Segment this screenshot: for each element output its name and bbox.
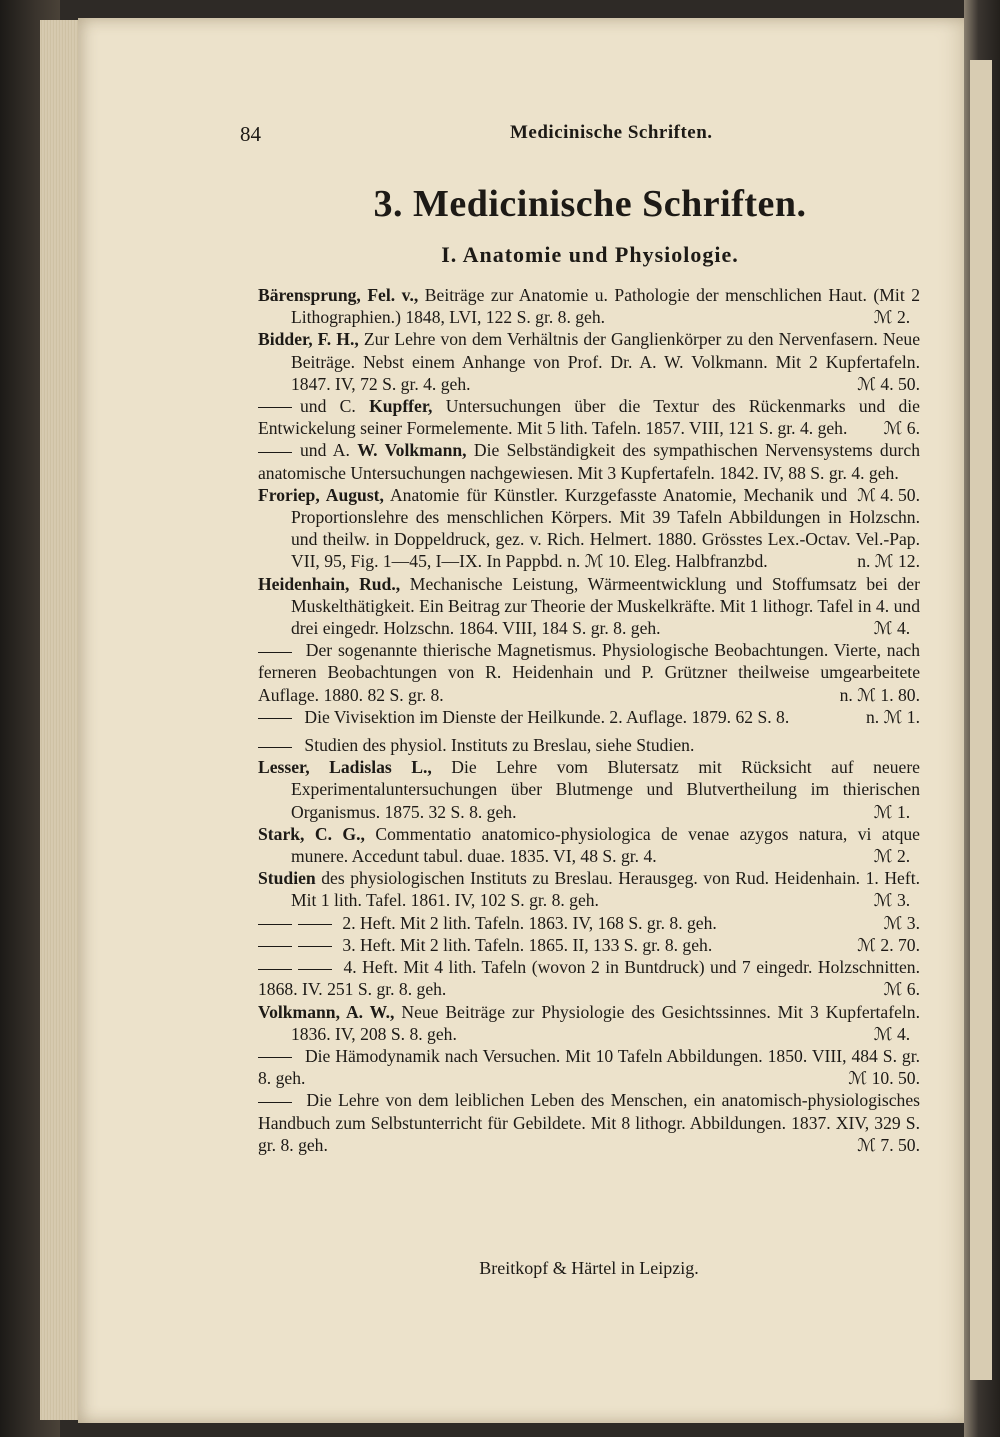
ditto-dash (258, 1102, 292, 1103)
entry-text: Neue Beiträge zur Physiologie des Gesichtssinnes. Mit 3 Kupfertafeln. 1836. IV, 208 S. 8. geh. (291, 1001, 920, 1044)
ditto-dash (258, 718, 292, 719)
entry-author: Studien (258, 868, 316, 889)
entry-text: 3. Heft. Mit 2 lith. Tafeln. 1865. II, 133 S. gr. 8. geh. (342, 934, 713, 955)
entry-price: ℳ 10. 50. (848, 1068, 920, 1089)
entry-price: ℳ 4. (873, 1023, 911, 1044)
entry-author: Heidenhain, Rud., (258, 573, 401, 594)
page-edges-left (40, 20, 80, 1420)
catalog-entry (258, 956, 920, 1000)
entry-author: Lesser, Ladislas L., (258, 757, 432, 778)
catalog-entry (258, 573, 920, 640)
catalog-entry (258, 1089, 920, 1156)
catalog-entry (258, 484, 920, 573)
section-title: 3. Medicinische Schriften. (373, 183, 807, 225)
entry-text: Mechanische Leistung, Wärmeentwicklung und Stoffumsatz bei der Muskelthätigkeit. Ein Beitrag zur Theorie der Muskelkräfte. Mit 1 lithogr. Tafel in 4. und drei eingedr. Holzschn. 1864. VIII, 184 S. gr. 8. geh. (291, 573, 920, 639)
publisher-footer: Breitkopf & Härtel in Leipzig. (479, 1258, 699, 1278)
catalog-entry (258, 912, 920, 934)
entry-text: Anatomie für Künstler. Kurzgefasste Anatomie, Mechanik und Proportionslehre des menschlichen Körpers. Mit 39 Tafeln Abbildungen in Holzschn. und theilw. in Doppeldruck, gez. v. Rich. Helmert. 1880. Grösstes Lex.-Octav. Vel.-Pap. VII, 95, Fig. 1—45, I—IX. In Pappbd. n. ℳ 10. Eleg. Halbfranzbd. (291, 484, 920, 572)
entry-price: ℳ 7. 50. (857, 1134, 920, 1155)
ditto-dash (258, 747, 292, 748)
entry-text: 4. Heft. Mit 4 lith. Tafeln (wovon 2 in Buntdruck) und 7 eingedr. Holzschnitten. 1868. IV. 251 S. gr. 8. geh. (258, 957, 920, 1000)
entry-text: des physiologischen Instituts zu Breslau. Herausgeg. von Rud. Heidenhain. 1. Heft. Mit 1 lith. Tafel. 1861. IV, 102 S. gr. 8. geh. (291, 868, 920, 911)
catalog-entry (258, 756, 920, 823)
catalog-entry (258, 934, 920, 956)
entry-author: Kupffer, (369, 396, 433, 417)
catalog-entry (258, 395, 920, 439)
catalog-entry (258, 706, 920, 728)
entry-price: ℳ 4. 50. (857, 484, 920, 505)
entry-price: ℳ 3. (883, 912, 920, 933)
entry-author: Froriep, August, (258, 484, 384, 505)
catalog-entry (258, 639, 920, 706)
entry-author: Bärensprung, Fel. v., (258, 285, 419, 305)
ditto-dash (258, 407, 292, 408)
ditto-dash (258, 452, 292, 453)
entry-price: ℳ 6. (883, 979, 920, 1000)
running-title: Medicinische Schriften. (510, 122, 713, 143)
entry-author: Bidder, F. H., (258, 329, 359, 350)
ditto-dash (258, 1057, 292, 1058)
entry-price: ℳ 2. (873, 846, 911, 867)
catalog-entry (258, 823, 920, 867)
entry-price: ℳ 2. 70. (857, 934, 920, 955)
catalog-entry (258, 734, 920, 756)
entry-price: ℳ 4. 50. (857, 373, 920, 394)
entry-author: Volkmann, A. W., (258, 1001, 395, 1022)
entry-prefix: und C. (300, 396, 356, 417)
section-subtitle: I. Anatomie und Physiologie. (441, 242, 739, 267)
ditto-dash (258, 652, 292, 653)
entry-text: Die Lehre vom Blutersatz mit Rücksicht auf neuere Experimentaluntersuchungen über Blutmenge und Blutvertheilung im thierischen Organismus. 1875. 32 S. 8. geh. (291, 757, 920, 822)
entry-price: ℳ 1. (873, 801, 911, 822)
entry-prefix: und A. (300, 440, 350, 461)
entry-price: ℳ 2. (873, 307, 911, 328)
catalog-entry (258, 284, 920, 328)
catalog-entry (258, 328, 920, 395)
entry-text: 2. Heft. Mit 2 lith. Tafeln. 1863. IV, 168 S. gr. 8. geh. (342, 912, 717, 933)
entry-text: Untersuchungen über die Textur des Rückenmarks und die Entwickelung seiner Formelemente. Mit 5 lith. Tafeln. 1857. VIII, 121 S. gr. 4. geh. (258, 396, 920, 439)
ditto-dash (258, 969, 292, 970)
entry-price: n. ℳ 1. 80. (839, 684, 920, 705)
ditto-dash (298, 946, 332, 947)
entry-author: Stark, C. G., (258, 823, 365, 844)
entry-text: Der sogenannte thierische Magnetismus. Physiologische Beobachtungen. Vierte, nach ferneren Beobachtungen von R. Heidenhain und P. Grützner theilweise umgearbeitete Auflage. 1880. 82 S. gr. 8. (258, 640, 920, 705)
catalog-entries (258, 284, 920, 1156)
page-edges-right (970, 60, 992, 1380)
entry-text: Die Lehre von dem leiblichen Leben des Menschen, ein anatomisch-physiologisches Handbuch zum Selbstunterricht für Gebildete. Mit 8 lithogr. Abbildungen. 1837. XIV, 329 S. gr. 8. geh. (258, 1090, 920, 1155)
running-head (240, 122, 940, 152)
page-number: 84 (240, 122, 261, 146)
entry-price: ℳ 6. (883, 418, 920, 439)
entry-price: n. ℳ 12. (857, 551, 920, 572)
ditto-dash (258, 946, 292, 947)
catalog-entry (258, 1001, 920, 1045)
ditto-dash (298, 969, 332, 970)
entry-text: Die Hämodynamik nach Versuchen. Mit 10 Tafeln Abbildungen. 1850. VIII, 484 S. gr. 8. geh. (258, 1045, 920, 1089)
catalog-entry (258, 867, 920, 911)
entry-text: Studien des physiol. Instituts zu Breslau, siehe Studien. (304, 735, 695, 756)
ditto-dash (298, 924, 332, 925)
book-cover-right (964, 0, 1000, 1437)
entry-author: W. Volkmann, (357, 440, 467, 461)
entry-price: ℳ 4. (873, 618, 911, 639)
entry-text: Beiträge zur Anatomie u. Pathologie der menschlichen Haut. (Mit 2 Lithographien.) 1848, LVI, 122 S. gr. 8. geh. (291, 285, 920, 328)
entry-text: Die Vivisektion im Dienste der Heilkunde. 2. Auflage. 1879. 62 S. 8. (304, 706, 790, 727)
entry-price: n. ℳ 1. (865, 706, 920, 727)
entry-text: Commentatio anatomico-physiologica de venae azygos natura, vi atque munere. Accedunt tabul. duae. 1835. VI, 48 S. gr. 4. (291, 823, 920, 867)
entry-price: ℳ 3. (873, 890, 911, 911)
entry-text: Die Selbständigkeit des sympathischen Nervensystems durch anatomische Untersuchungen nachgewiesen. Mit 3 Kupfertafeln. 1842. IV, 88 S. gr. 4. geh. (258, 440, 920, 483)
ditto-dash (258, 924, 292, 925)
catalog-entry (258, 1045, 920, 1089)
entry-text: Zur Lehre von dem Verhältnis der Ganglienkörper zu den Nervenfasern. Neue Beiträge. Nebst einem Anhange von Prof. Dr. A. W. Volkmann. Mit 2 Kupfertafeln. 1847. IV, 72 S. gr. 4. geh. (291, 329, 921, 394)
